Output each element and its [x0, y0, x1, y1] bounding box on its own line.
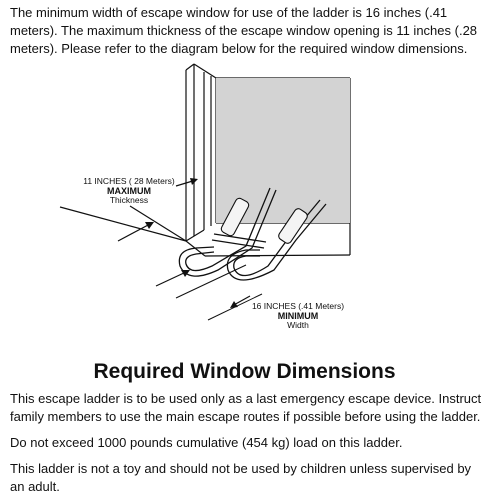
thickness-qualifier-label: MAXIMUM	[107, 186, 151, 196]
width-arrowhead-right	[230, 301, 238, 308]
warning-paragraph-load: Do not exceed 1000 pounds cumulative (454 kg) load on this ladder.	[10, 435, 403, 450]
warning-paragraph-usage: This escape ladder is to be used only as a last emergency escape device. Instruct family members to use the main escape routes if possible before using the ladder.	[10, 391, 482, 424]
width-word-label: Width	[287, 320, 309, 330]
thickness-annotation	[83, 176, 198, 241]
width-measure-label: 16 INCHES (.41 Meters)	[251, 301, 345, 311]
thickness-word-label: Thickness	[109, 195, 149, 205]
warning-paragraph-children: This ladder is not a toy and should not be used by children unless supervised by an adult.	[10, 461, 472, 494]
intro-paragraph: The minimum width of escape window for use of the ladder is 16 inches (.41 meters). The maximum thickness of the escape window opening is 11 inches (.28 meters). Please refer to the diagram below for the required window dimensions.	[10, 5, 478, 56]
window-dimensions-diagram	[0, 58, 489, 355]
width-qualifier-label: MINIMUM	[277, 311, 319, 321]
thickness-measure-label: 11 INCHES ( 28 Meters)	[83, 176, 175, 186]
section-heading: Required Window Dimensions	[93, 360, 396, 383]
width-line-lower	[176, 265, 246, 298]
width-arrow-top	[156, 272, 186, 286]
